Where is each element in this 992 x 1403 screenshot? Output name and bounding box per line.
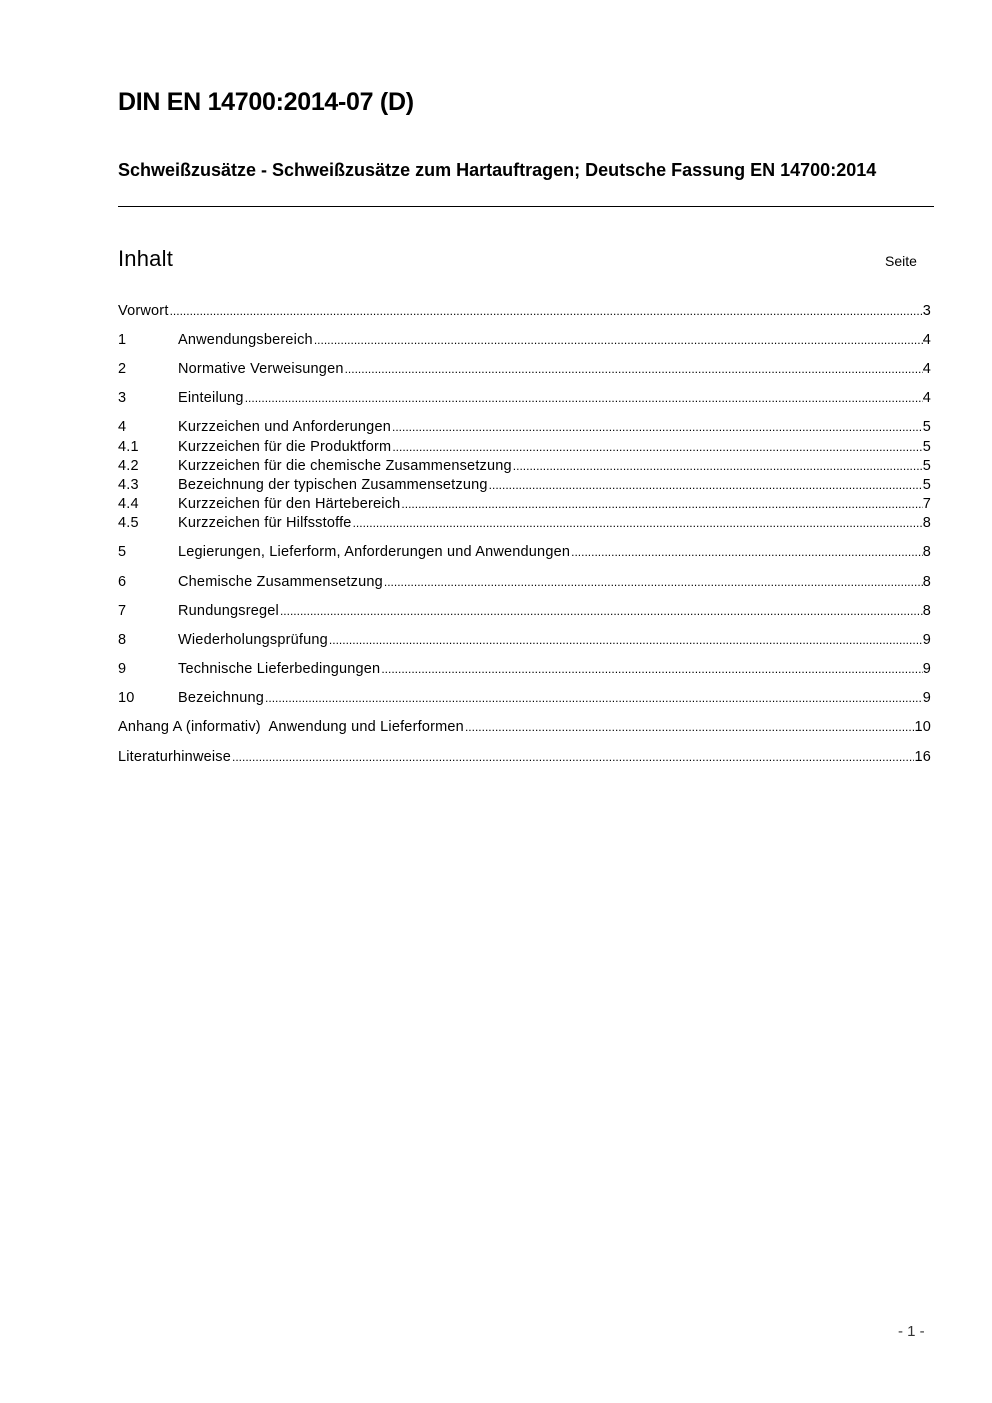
document-subtitle: Schweißzusätze - Schweißzusätze zum Hartauftragen; Deutsche Fassung EN 14700:2014 — [118, 160, 877, 180]
toc-entry-number: 10 — [118, 690, 135, 706]
toc-dot-leader — [264, 689, 923, 708]
toc-entry-page: 10 — [914, 719, 931, 735]
document-title: DIN EN 14700:2014-07 (D) — [118, 88, 414, 116]
toc-entry-page: 8 — [922, 603, 931, 619]
toc-dot-leader — [383, 573, 923, 592]
toc-entry-page: 8 — [922, 515, 931, 531]
toc-entry-number: 4.5 — [118, 515, 139, 531]
toc-dot-leader — [512, 457, 923, 476]
toc-entry-2[interactable] — [118, 360, 931, 379]
toc-entry-text: Anwendungsbereich — [178, 332, 313, 348]
toc-entry-page: 9 — [922, 661, 931, 677]
toc-page-column-label: Seite — [885, 253, 917, 269]
toc-entry-number: 7 — [118, 603, 127, 619]
toc-entry-page: 5 — [922, 477, 931, 493]
toc-entry-1[interactable] — [118, 331, 931, 350]
toc-entry-5[interactable] — [118, 543, 931, 562]
toc-entry-3[interactable] — [118, 389, 931, 408]
toc-dot-leader — [279, 602, 923, 621]
toc-entry-text: Kurzzeichen für die Produktform — [178, 439, 392, 455]
toc-entry-vorwort[interactable] — [118, 302, 931, 321]
toc-entry-literaturhinweise[interactable] — [118, 748, 931, 767]
toc-dot-leader — [391, 418, 923, 437]
toc-entry-page: 9 — [922, 690, 931, 706]
toc-entry-9[interactable] — [118, 660, 931, 679]
toc-entry-6[interactable] — [118, 573, 931, 592]
toc-entry-number: 4 — [118, 419, 127, 435]
toc-entry-text: Bezeichnung — [178, 690, 265, 706]
toc-entry-4-5[interactable] — [118, 514, 931, 533]
toc-dot-leader — [231, 748, 914, 767]
toc-entry-text: Kurzzeichen für die chemische Zusammensetzung — [178, 458, 512, 474]
toc-entry-number: 9 — [118, 661, 127, 677]
toc-entry-text: Anhang A (informativ) Anwendung und Lieferformen — [118, 719, 464, 735]
toc-entry-text: Legierungen, Lieferform, Anforderungen und Anwendungen — [178, 544, 571, 560]
toc-entry-number: 4.3 — [118, 477, 139, 493]
toc-dot-leader — [352, 514, 923, 533]
toc-entry-7[interactable] — [118, 602, 931, 621]
toc-dot-leader — [464, 718, 915, 737]
toc-entry-text: Technische Lieferbedingungen — [178, 661, 381, 677]
toc-entry-number: 4.4 — [118, 496, 139, 512]
toc-entry-number: 2 — [118, 361, 127, 377]
toc-entry-text: Wiederholungsprüfung — [178, 632, 328, 648]
toc-entry-page: 5 — [922, 419, 931, 435]
toc-entry-page: 9 — [922, 632, 931, 648]
toc-entry-number: 4.1 — [118, 439, 139, 455]
toc-dot-leader — [328, 631, 923, 650]
toc-entry-page: 16 — [914, 749, 931, 765]
toc-dot-leader — [313, 331, 923, 350]
toc-dot-leader — [391, 438, 922, 457]
toc-entry-number: 5 — [118, 544, 127, 560]
toc-entry-4[interactable] — [118, 418, 931, 437]
toc-entry-page: 4 — [922, 390, 931, 406]
toc-dot-leader — [344, 360, 923, 379]
toc-entry-page: 8 — [922, 544, 931, 560]
toc-entry-page: 5 — [922, 439, 931, 455]
toc-entry-4-1[interactable] — [118, 438, 931, 457]
toc-entry-text: Einteilung — [178, 390, 244, 406]
toc-entry-4-3[interactable] — [118, 476, 931, 495]
toc-entry-8[interactable] — [118, 631, 931, 650]
toc-entry-4-2[interactable] — [118, 457, 931, 476]
toc-entry-number: 3 — [118, 390, 127, 406]
toc-entry-number: 1 — [118, 332, 127, 348]
toc-entry-text: Chemische Zusammensetzung — [178, 574, 383, 590]
toc-dot-leader — [488, 476, 923, 495]
toc-dot-leader — [244, 389, 923, 408]
toc-dot-leader — [400, 495, 922, 514]
toc-entry-page: 8 — [922, 574, 931, 590]
toc-entry-text: Normative Verweisungen — [178, 361, 344, 377]
toc-entry-page: 7 — [922, 496, 931, 512]
toc-entry-number: 8 — [118, 632, 127, 648]
toc-entry-text: Kurzzeichen für den Härtebereich — [178, 496, 401, 512]
toc-dot-leader — [570, 543, 923, 562]
toc-entry-number: 4.2 — [118, 458, 139, 474]
toc-entry-page: 4 — [922, 332, 931, 348]
toc-entry-4-4[interactable] — [118, 495, 931, 514]
toc-entry-anhang-a[interactable] — [118, 718, 931, 737]
page-number: - 1 - — [898, 1323, 925, 1340]
toc-entry-text: Bezeichnung der typischen Zusammensetzung — [178, 477, 488, 493]
toc-dot-leader — [169, 302, 923, 321]
toc-dot-leader — [380, 660, 922, 679]
toc-entry-page: 4 — [922, 361, 931, 377]
toc-entry-page: 5 — [922, 458, 931, 474]
toc-entry-number: 6 — [118, 574, 127, 590]
toc-heading: Inhalt — [118, 246, 174, 271]
toc-entry-text: Kurzzeichen und Anforderungen — [178, 419, 391, 435]
toc-entry-text: Rundungsregel — [178, 603, 279, 619]
table-of-contents — [118, 0, 931, 800]
toc-entry-text: Vorwort — [118, 303, 169, 319]
toc-entry-page: 3 — [922, 303, 931, 319]
toc-entry-text: Literaturhinweise — [118, 749, 232, 765]
toc-entry-10[interactable] — [118, 689, 931, 708]
toc-entry-text: Kurzzeichen für Hilfsstoffe — [178, 515, 352, 531]
